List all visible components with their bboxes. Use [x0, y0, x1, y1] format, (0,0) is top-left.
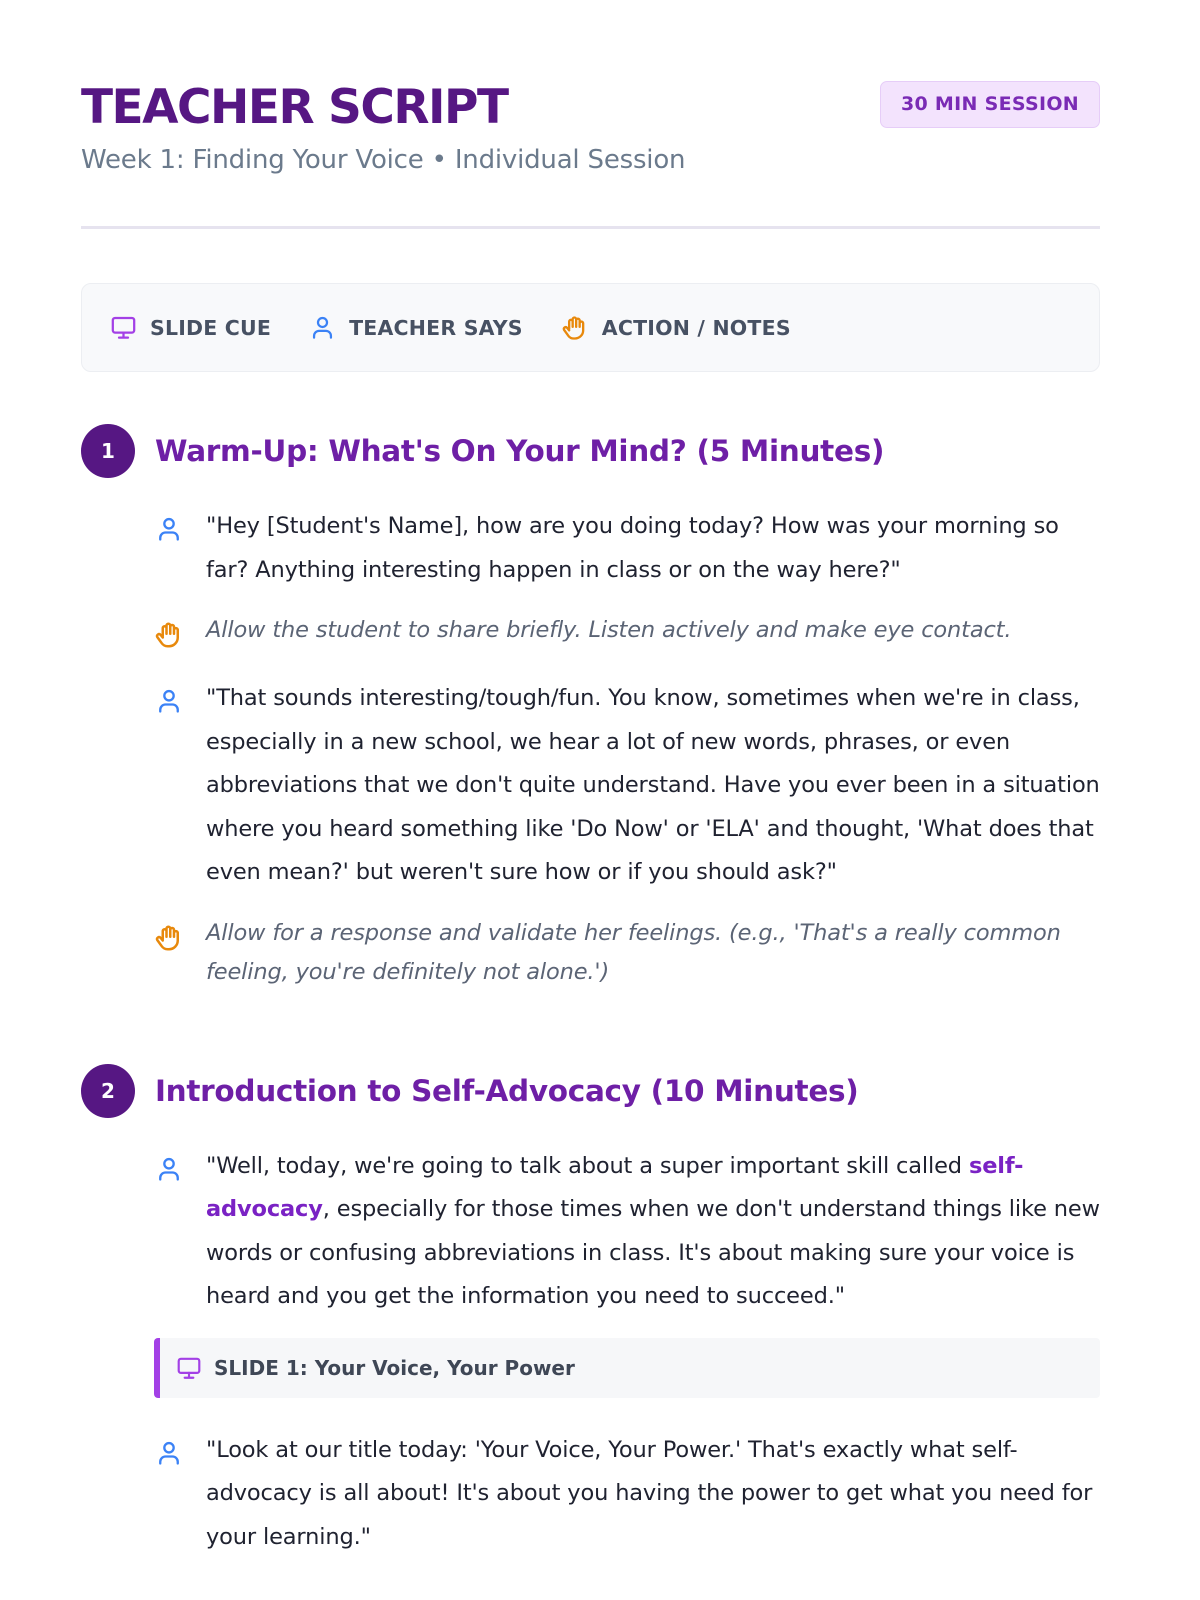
teacher-says-text: "Hey [Student's Name], how are you doing today? How was your morning so far? Anything interesting happen in class or on the way here?": [206, 513, 1059, 583]
legend-label: ACTION / NOTES: [601, 315, 791, 340]
monitor-icon: [110, 314, 137, 341]
hand-icon: [154, 922, 184, 954]
section-header: [81, 423, 1100, 479]
section-title: Introduction to Self-Advocacy (10 Minutes): [155, 1073, 859, 1108]
says-text-part: , especially for those times when we don't understand things like new words or confusing abbreviations in class. It's about making sure your voice is heard and you get the information you need to succeed.": [206, 1196, 1100, 1309]
person-icon: [155, 1155, 183, 1183]
teacher-says-text: "Look at our title today: 'Your Voice, Your Power.' That's exactly what self-advocacy is all about! It's about you having the power to get what you need for your learning.": [206, 1436, 1093, 1550]
key-term-highlight: self-advocacy: [206, 1152, 1024, 1222]
slide-cue-label: SLIDE 1: Your Voice, Your Power: [214, 1355, 575, 1380]
action-note-row: [154, 914, 1100, 993]
teacher-says-row: [154, 505, 1100, 592]
action-note-text: Allow the student to share briefly. Listen actively and make eye contact.: [206, 617, 1012, 643]
section-header: [81, 1063, 1100, 1119]
section-self-advocacy: [81, 1063, 1100, 1560]
legend-label: SLIDE CUE: [150, 315, 272, 340]
icon-legend: [81, 283, 1100, 372]
legend-item-teacher-says: [309, 314, 523, 341]
section-warm-up: [81, 423, 1100, 993]
person-icon: [155, 687, 183, 715]
slide-cue: [154, 1338, 1100, 1398]
monitor-icon: [176, 1355, 202, 1381]
section-number: 1: [81, 424, 135, 478]
teacher-says-text: "That sounds interesting/tough/fun. You know, sometimes when we're in class, especially in a new school, we hear a lot of new words, phrases, or even abbreviations that we don't quite understand. Have you ever been in a situation where you heard something like 'Do Now' or 'ELA' and thought, 'What does that even mean?' but weren't sure how or if you should ask?": [206, 685, 1100, 885]
page-header: [81, 80, 1100, 229]
action-note-text: Allow for a response and validate her feelings. (e.g., 'That's a really common feeling, you're definitely not alone.'): [206, 919, 1061, 985]
legend-item-slide-cue: [110, 314, 271, 341]
person-icon: [155, 1439, 183, 1467]
section-rows: [154, 505, 1100, 993]
teacher-says-text: [206, 1145, 1100, 1319]
person-icon: [309, 314, 336, 341]
hand-icon: [561, 314, 589, 342]
legend-label: TEACHER SAYS: [349, 315, 523, 340]
section-rows: [154, 1145, 1100, 1560]
page-title: TEACHER SCRIPT: [81, 80, 508, 135]
action-note-row: [154, 611, 1100, 651]
section-title: Warm-Up: What's On Your Mind? (5 Minutes): [155, 434, 885, 468]
person-icon: [155, 515, 183, 543]
section-number: 2: [81, 1064, 135, 1118]
teacher-says-row: [154, 1429, 1100, 1560]
hand-icon: [154, 619, 184, 651]
session-length-badge: 30 MIN SESSION: [880, 81, 1100, 128]
teacher-says-row: [154, 1145, 1100, 1319]
says-text-part: "Well, today, we're going to talk about a super important skill called: [206, 1152, 969, 1179]
page-subtitle: Week 1: Finding Your Voice • Individual Session: [81, 145, 686, 175]
teacher-says-row: [154, 677, 1100, 895]
legend-item-action-notes: [561, 314, 791, 342]
